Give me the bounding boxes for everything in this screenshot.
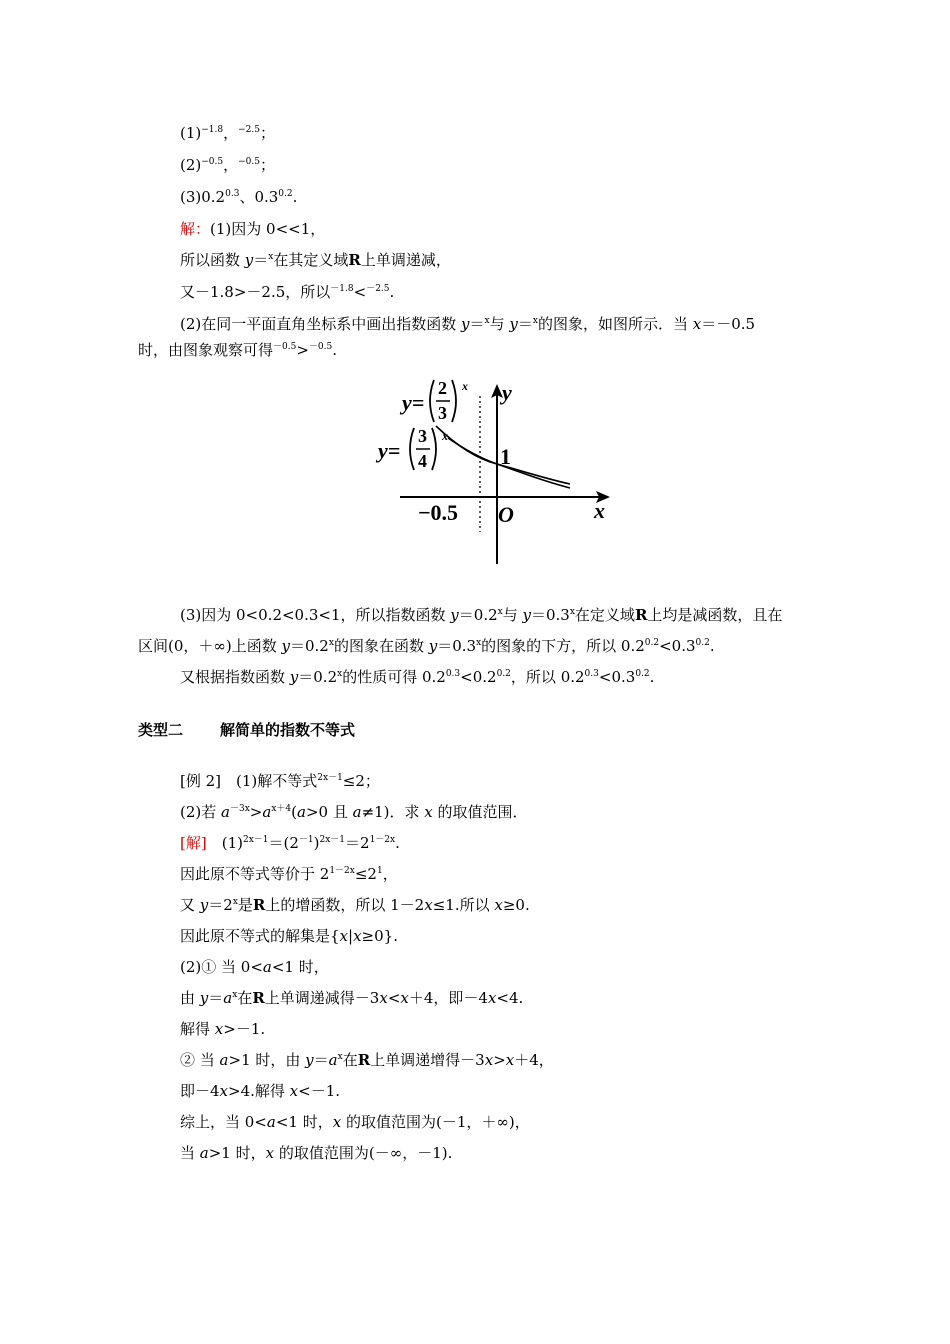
example2-sol-line-1: [解] $(1)^{2x-1}=(2^{-1})^{2x-1}=2^{1-2x}$. [180,834,400,852]
example2-sol-line-7: 解得 x>－1. [180,1020,266,1038]
label-bot-exp: x [442,429,448,443]
solution-label: 解： [180,220,211,238]
label-top-exp: x [462,379,468,393]
example2-line-2: (2)若 $a^{-3x}>a^{x+4}(a>0$ 且 a≠1)．求 x 的取值范围． [180,803,528,821]
solution-line-3: 又－1.8>－2.5，所以$^{-1.8}$<$^{-2.5}$. [180,283,395,301]
axis-y-label: y [502,380,512,405]
tick-one: 1 [500,444,511,469]
example2-sol-line-2: 因此原不等式等价于 $2^{1-2x}\le 2^1$， [180,865,398,883]
section-title: 解简单的指数不等式 [220,721,356,739]
question-3: $(3)0.2^{0.3}$、$0.3^{0.2}$. [180,188,298,206]
label-top-y: y= [402,390,425,415]
example2-sol-line-11: 当 a>1 时，x 的取值范围为(－∞，－1). [180,1144,453,1162]
label-bot-den: 4 [418,451,427,471]
question-2: $(2)^{-0.5}$，$^{-0.5}$； [180,156,275,174]
tick-neg-half: −0.5 [418,500,459,525]
label-top-rparen [452,380,456,422]
part3-line-1: (3)因为 0<0.2<0.3<1，所以指数函数 $y=0.2^x$与 $y=0.3^x$在定义域R上均是减函数，且在 [180,606,783,624]
exponential-graph-figure [372,374,622,570]
solution-line-4: (2)在同一平面直角坐标系中画出指数函数 y＝$^x$与 y＝$^x$的图象，如图所示．当 x＝－0.5 [180,315,756,333]
example2-line-1: [例 2] (1)解不等式$^{2x-1}$≤2； [180,772,380,790]
example2-sol-line-10: 综上，当 0<a<1 时，x 的取值范围为(－1，＋∞)， [180,1113,530,1131]
label-bot-num: 3 [418,426,427,446]
example2-sol-line-5: (2)① 当 0<a<1 时， [180,958,329,976]
example2-sol-line-8: ② 当 a>1 时，由 $y=a^x$在R上单调递增得－3x>x＋4， [180,1051,554,1069]
example2-sol-line-6: 由 $y=a^x$在R上单调递减得－3x<x＋4，即－4x<4. [180,989,524,1007]
example2-solution-label: [解] [180,834,207,852]
label-top-num: 2 [438,378,447,398]
example2-sol-line-9: 即－4x>4.解得 x<－1. [180,1082,341,1100]
section-type-label: 类型二 [138,721,184,739]
axis-x-label: x [594,498,605,523]
part3-line-2: 区间(0，＋∞)上函数 $y=0.2^x$的图象在函数 $y=0.3^x$的图象的下方，所以 $0.2^{0.2}<0.3^{0.2}$. [138,637,715,655]
part3-line-3: 又根据指数函数 $y=0.2^x$的性质可得 $0.2^{0.3}<0.2^{0.2}$，所以 $0.2^{0.3}<0.3^{0.2}$. [180,668,655,686]
label-bot-y: y= [378,438,401,463]
solution-line-2: 所以函数 y＝$^x$在其定义域R上单调递减， [180,251,451,269]
question-1: $(1)^{-1.8}$，$^{-2.5}$； [180,124,275,142]
solution-line-1: 解：(1)因为 0<<1， [180,220,326,238]
label-bot-lparen [410,428,414,470]
origin-label: O [498,502,514,527]
label-bot-rparen [432,428,436,470]
solution-line-5: 时，由图象观察可得$^{-0.5}$>$^{-0.5}$. [138,341,338,359]
label-top-lparen [430,380,434,422]
example2-sol-line-4: 因此原不等式的解集是{x|x≥0}. [180,927,398,945]
example2-sol-line-3: 又 $y=2^x$是R上的增函数，所以 1－2x≤1.所以 x≥0. [180,896,530,914]
label-top-den: 3 [438,403,447,423]
